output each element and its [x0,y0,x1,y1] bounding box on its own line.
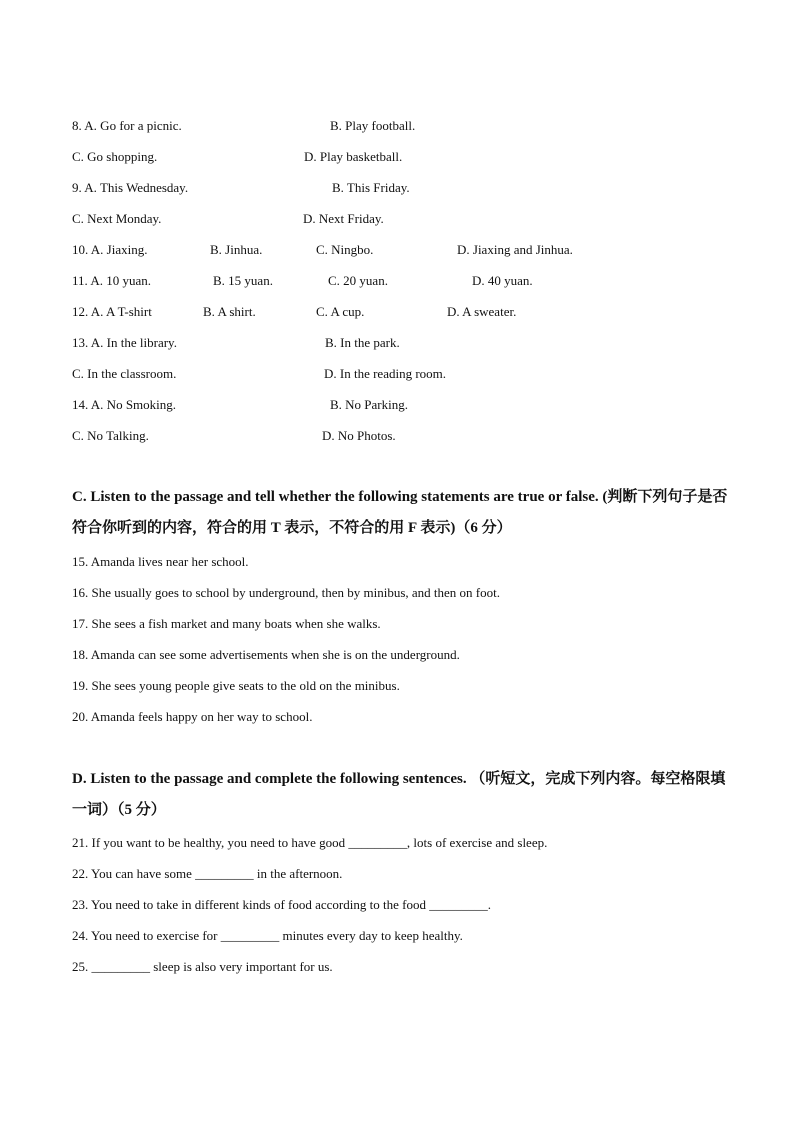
q13-option-b: B. In the park. [325,335,400,350]
q9-option-b: B. This Friday. [332,180,410,195]
statement-17: 17. She sees a fish market and many boats when she walks. [72,616,381,631]
q13-option-d: D. In the reading room. [324,366,447,381]
q9-option-d: D. Next Friday. [303,211,384,226]
q10-option-b: B. Jinhua. [210,242,263,257]
q13-option-a: 13. A. In the library. [72,335,177,350]
statement-20: 20. Amanda feels happy on her way to school. [72,709,313,724]
sentence-21: 21. If you want to be healthy, you need to have good _________, lots of exercise and sleep. [72,835,548,850]
q10-option-a: 10. A. Jiaxing. [72,242,148,257]
statement-19: 19. She sees young people give seats to the old on the minibus. [72,678,400,693]
q14-option-a: 14. A. No Smoking. [72,397,177,412]
q10-option-d: D. Jiaxing and Jinhua. [457,242,573,257]
statement-15: 15. Amanda lives near her school. [72,554,249,569]
q8-option-b: B. Play football. [330,118,416,133]
section-d-heading: D. Listen to the passage and complete the following sentences. （听短文，完成下列内容。每空格限填一词）（5 分） [72,771,726,818]
q9-option-a: 9. A. This Wednesday. [72,180,189,195]
sentence-22: 22. You can have some _________ in the afternoon. [72,866,343,881]
q8-option-a: 8. A. Go for a picnic. [72,118,182,133]
sentence-23: 23. You need to take in different kinds of food according to the food _________. [72,897,491,912]
statement-18: 18. Amanda can see some advertisements when she is on the underground. [72,647,460,662]
q8-option-c: C. Go shopping. [72,149,158,164]
q10-option-c: C. Ningbo. [316,242,374,257]
q13-option-c: C. In the classroom. [72,366,177,381]
q9-option-c: C. Next Monday. [72,211,162,226]
q12-option-c: C. A cup. [316,304,365,319]
q12-option-d: D. A sweater. [447,304,517,319]
section-c-heading: C. Listen to the passage and tell whether the following statements are true or false. (判断下列句子是否符合你听到的内容，符合的用 T 表示，不符合的用 F 表示)（6 分） [72,489,728,536]
sentence-24: 24. You need to exercise for _________ minutes every day to keep healthy. [72,928,463,943]
q12-option-a: 12. A. A T-shirt [72,304,152,319]
q12-option-b: B. A shirt. [203,304,256,319]
sentence-25: 25. _________ sleep is also very important for us. [72,959,333,974]
q8-option-d: D. Play basketball. [304,149,403,164]
q11-option-c: C. 20 yuan. [328,273,388,288]
statement-16: 16. She usually goes to school by underground, then by minibus, and then on foot. [72,585,500,600]
q14-option-c: C. No Talking. [72,428,149,443]
q14-option-d: D. No Photos. [322,428,396,443]
q11-option-b: B. 15 yuan. [213,273,273,288]
q14-option-b: B. No Parking. [330,397,408,412]
q11-option-d: D. 40 yuan. [472,273,533,288]
q11-option-a: 11. A. 10 yuan. [72,273,151,288]
